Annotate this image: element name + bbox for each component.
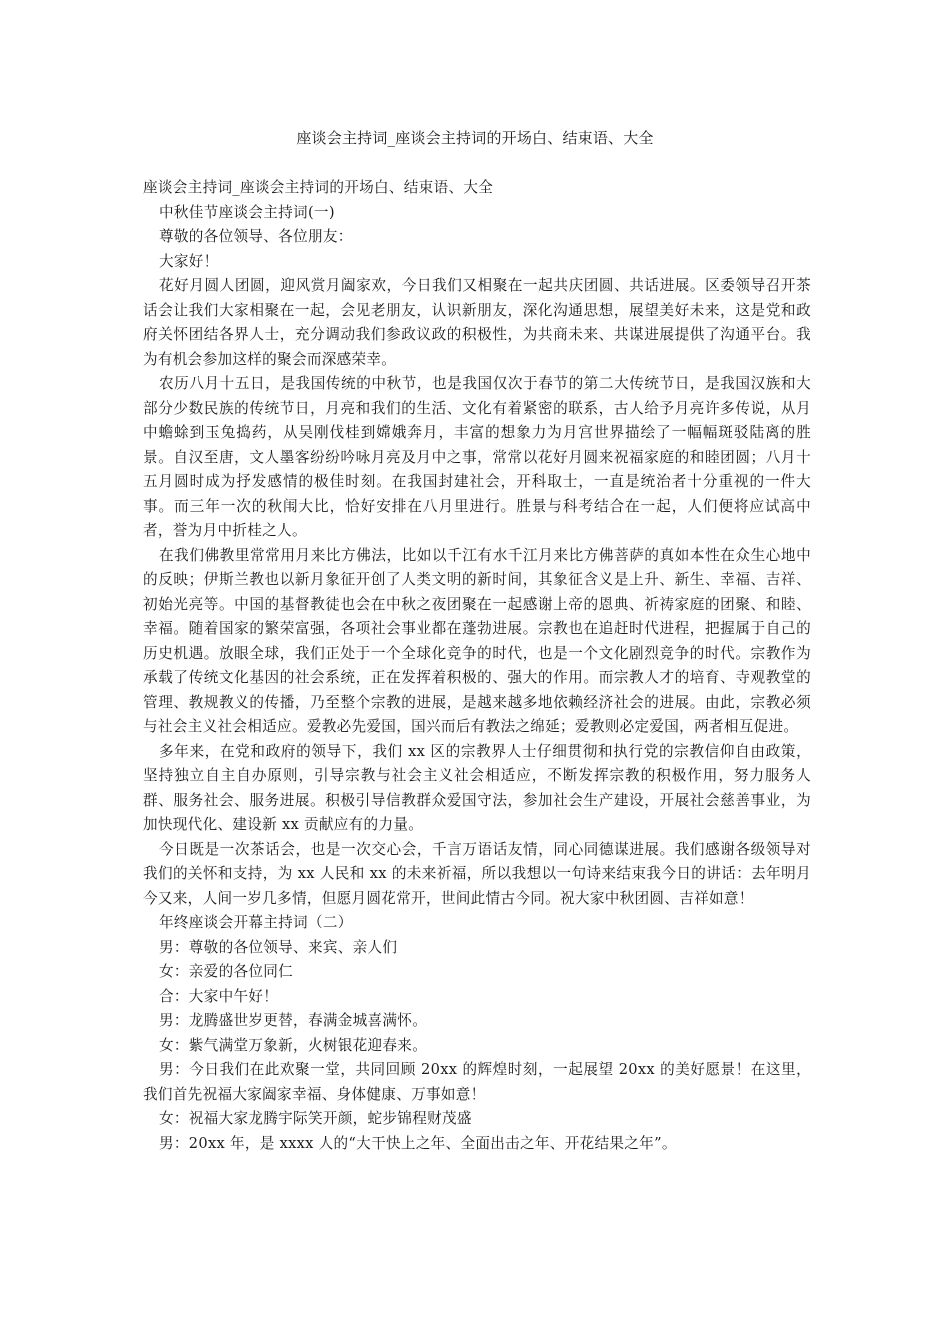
dialogue-line: 男：20xx 年，是 xxxx 人的“大干快上之年、全面出击之年、开花结果之年”。 — [159, 1134, 677, 1152]
paragraph: 今日既是一次茶话会，也是一次交心会，千言万语话友情，同心同德谋进展。我们感谢各级领导对我们的关怀和支持，为 xx 人民和 xx 的未来祈福，所以我想以一句诗来结束我今日的讲话：去年明月今又来，人间一岁几多情，但愿月圆花常开，世间此情古今同。祝大家中秋团圆、吉祥如意！ — [143, 840, 811, 907]
dialogue-line: 女：亲爱的各位同仁 — [159, 963, 294, 980]
paragraph: 在我们佛教里常常用月来比方佛法，比如以千江有水千江月来比方佛菩萨的真如本性在众生心地中的反映；伊斯兰教也以新月象征开创了人类文明的新时间，其象征含义是上升、新生、幸福、吉祥、初始光亮等。中国的基督教徒也会在中秋之夜团聚在一起感谢上帝的恩典、祈祷家庭的团聚、和睦、幸福。随着国家的繁荣富强，各项社会事业都在蓬勃进展。宗教也在追赶时代进程，把握属于自己的历史机遇。放眼全球，我们正处于一个全球化竞争的时代，也是一个文化剧烈竞争的时代。宗教作为承载了传统文化基因的社会系统，正在发挥着积极的、强大的作用。而宗教人才的培育、寺观教堂的管理、教规教义的传播，乃至整个宗教的进展，是越来越多地依赖经济社会的进展。由此，宗教必须与社会主义社会相适应。爱教必先爱国，国兴而后有教法之绵延；爱教则必定爱国，两者相互促进。 — [143, 546, 811, 735]
paragraph: 多年来，在党和政府的领导下，我们 xx 区的宗教界人士仔细贯彻和执行党的宗教信仰自由政策，坚持独立自主自办原则，引导宗教与社会主义社会相适应，不断发挥宗教的积极作用，努力服务人群、服务社会、服务进展。积极引导信教群众爱国守法，参加社会生产建设，开展社会慈善事业，为加快现代化、建设新 xx 贡献应有的力量。 — [143, 742, 811, 833]
document-heading: 座谈会主持词_座谈会主持词的开场白、结束语、大全 — [143, 179, 494, 196]
dialogue-line: 男：龙腾盛世岁更替，春满金城喜满怀。 — [159, 1012, 428, 1029]
salutation: 尊敬的各位领导、各位朋友： — [159, 228, 353, 245]
section-title-year-end: 年终座谈会开幕主持词（二） — [159, 914, 353, 931]
section-title-mid-autumn: 中秋佳节座谈会主持词(一) — [159, 203, 335, 221]
dialogue-line: 男：尊敬的各位领导、来宾、亲人们 — [159, 938, 398, 956]
dialogue-line: 女：祝福大家龙腾宇际笑开颜，蛇步锦程财茂盛 — [159, 1110, 472, 1127]
paragraph: 花好月圆人团圆，迎风赏月阖家欢，今日我们又相聚在一起共庆团圆、共话进展。区委领导召开茶话会让我们大家相聚在一起，会见老朋友，认识新朋友，深化沟通思想，展望美好未来，这是党和政府关怀团结各界人士，充分调动我们参政议政的积极性，为共商未来、共谋进展提供了沟通平台。我为有机会参加这样的聚会而深感荣幸。 — [143, 277, 811, 368]
dialogue-line: 男：今日我们在此欢聚一堂，共同回顾 20xx 的辉煌时刻，一起展望 20xx 的美好愿景！在这里，我们首先祝福大家阖家幸福、身体健康、万事如意！ — [143, 1061, 811, 1103]
document-title: 座谈会主持词_座谈会主持词的开场白、结束语、大全 — [296, 129, 654, 147]
dialogue-line: 合：大家中午好！ — [159, 987, 279, 1005]
document-body — [143, 176, 811, 1156]
paragraph: 农历八月十五日，是我国传统的中秋节，也是我国仅次于春节的第二大传统节日，是我国汉族和大部分少数民族的传统节日，月亮和我们的生活、文化有着紧密的联系，古人给予月亮许多传说，从月中蟾蜍到玉兔捣药，从吴刚伐桂到嫦娥奔月，丰富的想象力为月宫世界描绘了一幅幅斑驳陆离的胜景。自汉至唐，文人墨客纷纷吟咏月亮及月中之事，常常以花好月圆来祝福家庭的和睦团圆；八月十五月圆时成为抒发感情的极佳时刻。在我国封建社会，开科取士，一直是统治者十分重视的一件大事。而三年一次的秋闱大比，恰好安排在八月里进行。胜景与科考结合在一起，人们便将应试高中者，誉为月中折桂之人。 — [143, 375, 811, 539]
dialogue-line: 女：紫气满堂万象新，火树银花迎春来。 — [159, 1036, 428, 1054]
greeting: 大家好！ — [159, 252, 219, 270]
